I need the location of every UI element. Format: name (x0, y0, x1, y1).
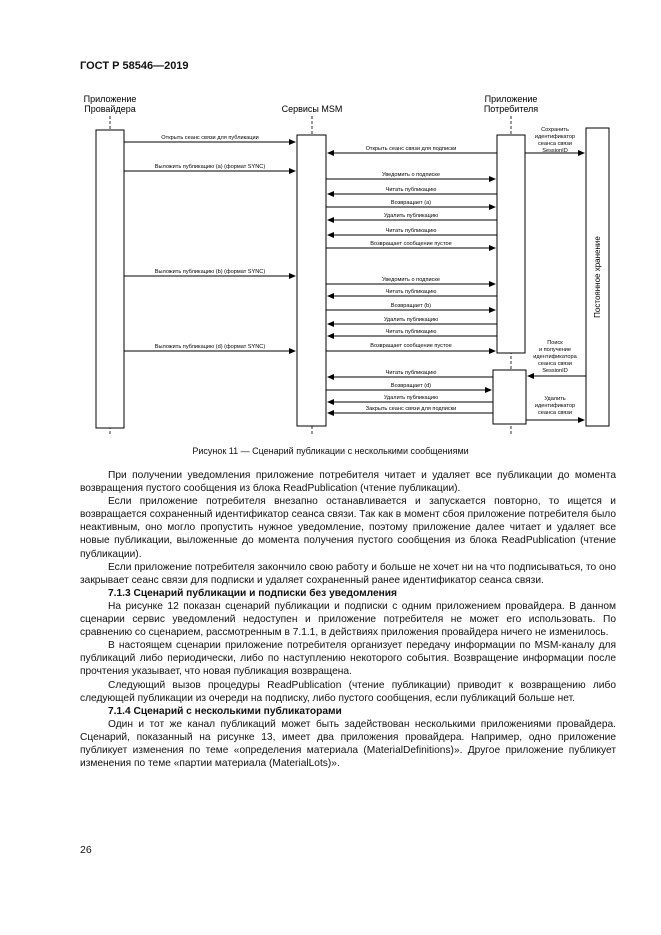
msg-label: Читать публикацию (385, 370, 437, 376)
body-text (80, 469, 616, 770)
participant-consumer-line1: Приложение (484, 94, 538, 104)
note-find-id: идентификатора (533, 354, 577, 360)
paragraph: На рисунке 12 показан сценарий публикации и подписки с одним приложением провайдера. В данном сценарии сервис уведомлений недоступен и приложение потребителя не может его использовать. По сравнению со сценарием, рассмотренным в 7.1.1, в действиях приложения провайдера ничего не изменилось. (80, 600, 616, 639)
activation-provider (96, 130, 124, 428)
document-header: ГОСТ Р 58546—2019 (80, 60, 189, 72)
msg-label: Выложить публикацию (а) (формат SYNC) (154, 164, 266, 170)
note-find-id: SessionID (542, 368, 568, 374)
participant-consumer-line2: Потребителя (483, 104, 539, 114)
msg-label: Возвращает (d) (390, 383, 432, 389)
note-find-id: Поиск (547, 340, 563, 346)
storage-label: Постоянное хранение (593, 236, 602, 318)
paragraph: При получении уведомления приложение потребителя читает и удаляет все публикации до момента возвращения пустого сообщения из блока ReadPublication (чтение публикации). (80, 470, 616, 495)
msg-label: Закрыть сеанс связи для подписки (365, 406, 457, 412)
activation-consumer-1 (497, 135, 525, 353)
msg-label: Удалить публикацию (383, 317, 439, 323)
msg-label: Выложить публикацию (d) (формат SYNC) (154, 344, 266, 350)
msg-label: Возвращает сообщение пустое (370, 343, 452, 349)
paragraph: Следующий вызов процедуры ReadPublication (чтение публикации) приводит к возвращению либо следующей публикации из очереди на подписку, либо пустого сообщения, если публикаций больше нет. (80, 679, 616, 704)
note-save-id: Сохранить (541, 127, 569, 133)
paragraph: В настоящем сценарии приложение потребителя организует передачу информации по MSM-каналу для публикаций либо периодически, либо по наступлению некоторого события. Возвращение информации после прочтения указывает, что новая публикация возвращена. (80, 640, 616, 678)
msg-label: Читать публикацию (385, 187, 437, 193)
msg-label: Уведомить о подписке (381, 277, 441, 283)
msg-label: Читать публикацию (385, 228, 437, 234)
note-save-id: идентификатор (534, 134, 576, 140)
note-delete-id: идентификатор (534, 403, 576, 409)
msg-label: Удалить публикацию (383, 395, 439, 401)
figure-caption: Рисунок 11 — Сценарий публикации с несколькими сообщениями (192, 446, 469, 456)
msg-label: Читать публикацию (385, 329, 437, 335)
page-number: 26 (80, 844, 92, 856)
participant-provider-line2: Провайдера (84, 104, 136, 114)
note-delete-id: Удалить (544, 396, 566, 402)
paragraph: Один и тот же канал публикаций может быть задействован несколькими приложениями провайдера. Сценарий, показанный на рисунке 13, имеет два приложения провайдера. Например, одно приложение публикует изменения по теме «определения материала (MaterialDefinitions)». Другое приложение публикует изменения по теме «партии материала (MaterialLots)». (80, 718, 616, 770)
participant-provider-line1: Приложение (83, 94, 137, 104)
msg-label: Открыть сеанс связи для публикации (161, 135, 259, 141)
participant-msm: Сервисы MSM (281, 104, 343, 114)
note-delete-id: сеанса связи (538, 410, 572, 416)
msg-label: Возвращает сообщение пустое (370, 241, 452, 247)
msg-label: Возвращает (а) (390, 200, 432, 206)
msg-label: Читать публикацию (385, 289, 437, 295)
note-save-id: SessionID (542, 148, 568, 154)
msg-label: Уведомить о подписке (381, 172, 441, 178)
activation-consumer-2 (493, 370, 526, 424)
msg-label: Выложить публикацию (b) (формат SYNC) (154, 269, 266, 275)
msg-label: Открыть сеанс связи для подписки (365, 146, 457, 152)
paragraph: Если приложение потребителя закончило свою работу и больше не хочет ни на что подписываться, то оно закрывает сеанс связи для подписки и удаляет сохраненный ранее идентификатор сеанса связи. (80, 561, 616, 586)
msg-label: Возвращает (b) (390, 303, 432, 309)
note-find-id: сеанса связи (538, 361, 572, 367)
activation-msm (297, 135, 326, 426)
section-heading: 7.1.3 Сценарий публикации и подписки без уведомления (108, 587, 397, 599)
note-save-id: сеанса связи (538, 141, 572, 147)
sequence-diagram (0, 0, 661, 445)
note-find-id: и получение (538, 347, 572, 353)
msg-label: Удалить публикацию (383, 213, 439, 219)
paragraph: Если приложение потребителя внезапно останавливается и запускается повторно, то ищется и возвращается сохраненный идентификатор сеанса связи. Так как в момент сбоя приложение потребителя было неактивным, оно могло пропустить нужное уведомление, поэтому приложение далее читает и удаляет все новые публикации, выложенные до момента получения пустого сообщения из блока ReadPublication (чтение публикации). (80, 496, 616, 560)
section-heading: 7.1.4 Сценарий с несколькими публикаторами (108, 705, 342, 717)
